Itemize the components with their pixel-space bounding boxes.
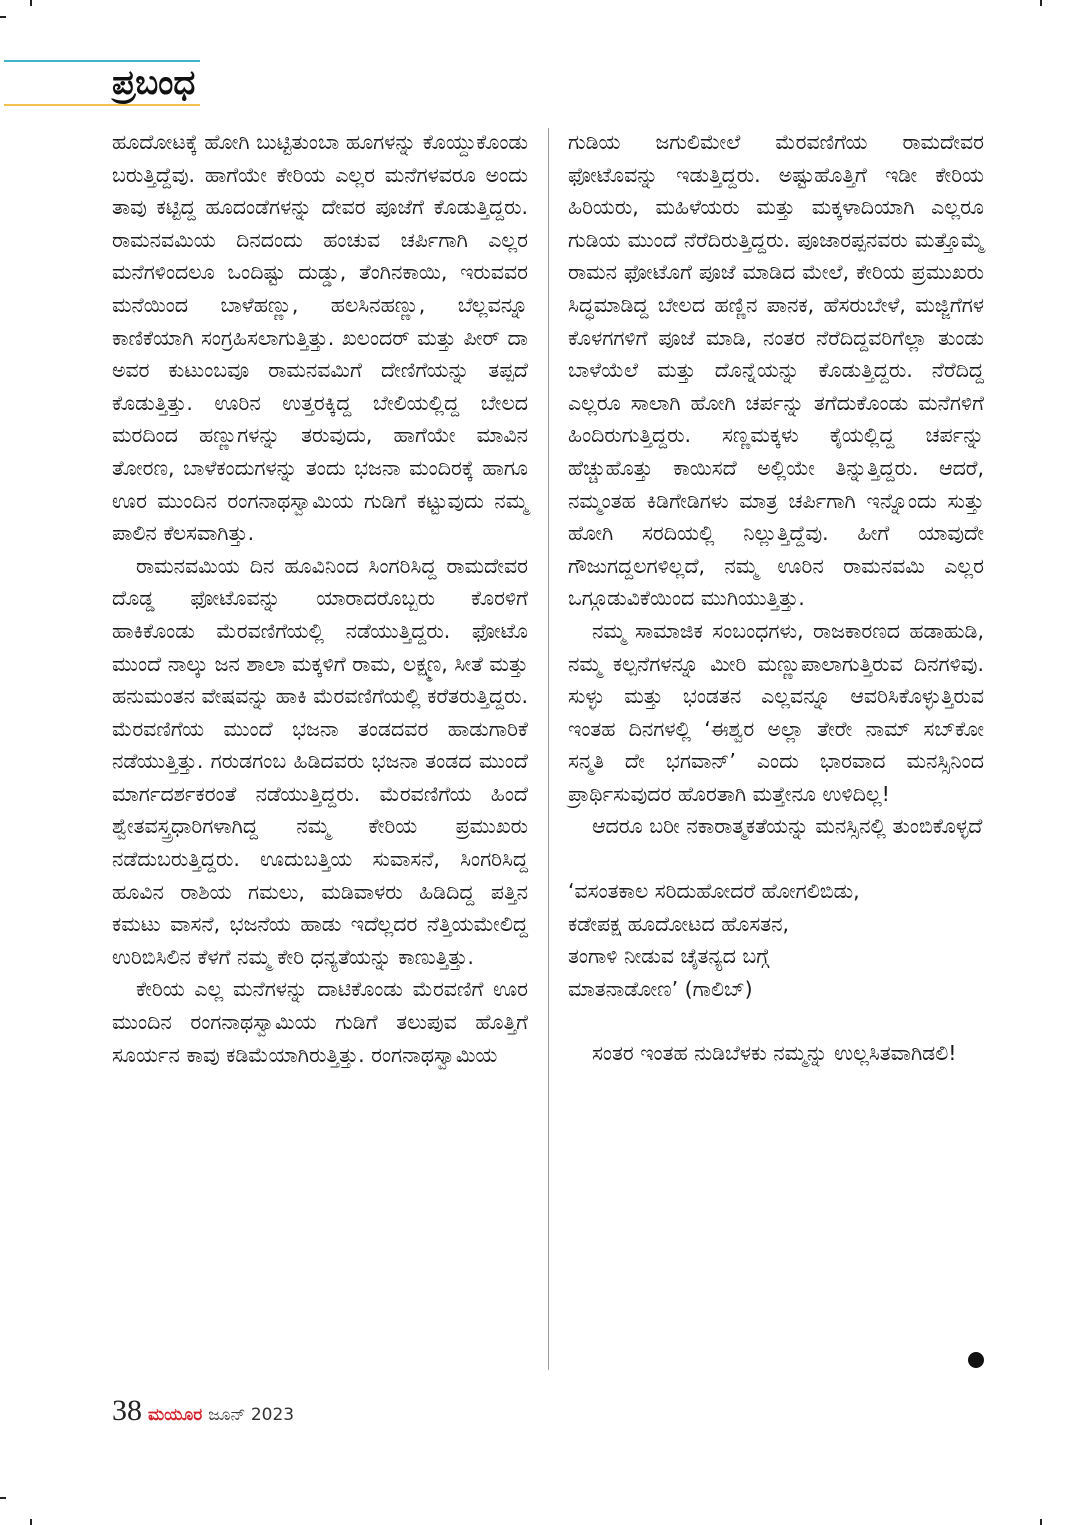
quote-line: ಕಡೇಪಕ್ಷ ಹೂದೋಟದ ಹೊಸತನ,	[568, 911, 790, 936]
paragraph: ನಮ್ಮ ಸಾಮಾಜಿಕ ಸಂಬಂಧಗಳು, ರಾಜಕಾರಣದ ಹಡಾಹುಡಿ, ನಮ್ಮ ಕಲ್ಪನೆಗಳನ್ನೂ ಮೀರಿ ಮಣ್ಣುಪಾಲಾಗುತ್ತಿರುವ ದಿನಗಳಿವು. ಸುಳ್ಳು ಮತ್ತು ಭಂಡತನ ಎಲ್ಲವನ್ನೂ ಆವರಿಸಿಕೊಳ್ಳುತ್ತಿರುವ ಇಂತಹ ದಿನಗಳಲ್ಲಿ ‘ಈಶ್ವರ ಅಲ್ಲಾ ತೇರೇ ನಾಮ್ ಸಬ್‌ಕೋ ಸನ್ಮತಿ ದೇ ಭಗವಾನ್’ ಎಂದು ಭಾರವಾದ ಮನಸ್ಸಿನಿಂದ ಪ್ರಾರ್ಥಿಸುವುದರ ಹೊರತಾಗಿ ಮತ್ತೇನೂ ಉಳಿದಿಲ್ಲ!	[568, 618, 984, 806]
header-accent-line-bottom	[4, 104, 200, 106]
page-footer	[112, 1394, 294, 1428]
quote-line: ‘ವಸಂತಕಾಲ ಸರಿದುಹೋದರೆ ಹೋಗಲಿಬಿಡು,	[568, 879, 860, 904]
end-of-article-bullet-icon	[968, 1352, 984, 1368]
issue-date: ಜೂನ್ 2023	[208, 1405, 295, 1425]
crop-mark-bottom-left	[0, 1497, 6, 1499]
paragraph: ಗುಡಿಯ ಜಗುಲಿಮೇಲೆ ಮೆರವಣಿಗೆಯ ರಾಮದೇವರ ಫೋಟೊವನ್ನು ಇಡುತ್ತಿದ್ದರು. ಅಷ್ಟುಹೊತ್ತಿಗೆ ಇಡೀ ಕೇರಿಯ ಹಿರಿಯರು, ಮಹಿಳೆಯರು ಮತ್ತು ಮಕ್ಕಳಾದಿಯಾಗಿ ಎಲ್ಲರೂ ಗುಡಿಯ ಮುಂದೆ ನೆರೆದಿರುತ್ತಿದ್ದರು. ಪೂಜಾರಪ್ಪನವರು ಮತ್ತೊಮ್ಮೆ ರಾಮನ ಫೋಟೊಗೆ ಪೂಜೆ ಮಾಡಿದ ಮೇಲೆ, ಕೇರಿಯ ಪ್ರಮುಖರು ಸಿದ್ಧಮಾಡಿದ್ದ ಬೇಲದ ಹಣ್ಣಿನ ಪಾನಕ, ಹೆಸರುಬೇಳೆ, ಮಜ್ಜಿಗೆಗಳ ಕೊಳಗಗಳಿಗೆ ಪೂಜೆ ಮಾಡಿ, ನಂತರ ನೆರೆದಿದ್ದವರಿಗೆಲ್ಲಾ ತುಂಡು ಬಾಳೆಯೆಲೆ ಮತ್ತು ದೊನ್ನೆಯನ್ನು ಕೊಡುತ್ತಿದ್ದರು. ನೆರೆದಿದ್ದ ಎಲ್ಲರೂ ಸಾಲಾಗಿ ಹೋಗಿ ಚರ್ಪನ್ನು ತಗೆದುಕೊಂಡು ಮನೆಗಳಿಗೆ ಹಿಂದಿರುಗುತ್ತಿದ್ದರು. ಸಣ್ಣಮಕ್ಕಳು ಕೈಯಲ್ಲಿದ್ದ ಚರ್ಪನ್ನು ಹೆಚ್ಚುಹೊತ್ತು ಕಾಯಿಸದೆ ಅಲ್ಲಿಯೇ ತಿನ್ನುತ್ತಿದ್ದರು. ಆದರೆ, ನಮ್ಮಂತಹ ಕಿಡಿಗೇಡಿಗಳು ಮಾತ್ರ ಚರ್ಪಿಗಾಗಿ ಇನ್ನೊಂದು ಸುತ್ತು ಹೋಗಿ ಸರದಿಯಲ್ಲಿ ನಿಲ್ಲುತ್ತಿದ್ದೆವು. ಹೀಗೆ ಯಾವುದೇ ಗೌಜುಗದ್ದಲಗಳಿಲ್ಲದೆ, ನಮ್ಮ ಊರಿನ ರಾಮನವಮಿ ಎಲ್ಲರ ಒಗ್ಗೂಡುವಿಕೆಯಿಂದ ಮುಗಿಯುತ್ತಿತ್ತು.	[568, 130, 984, 611]
crop-mark-bottom-left-v	[30, 1519, 32, 1525]
magazine-logo: ಮಯೂರ	[148, 1405, 203, 1425]
paragraph: ಹೂದೋಟಕ್ಕೆ ಹೋಗಿ ಬುಟ್ಟಿತುಂಬಾ ಹೂಗಳನ್ನು ಕೊಯ್ದುಕೊಂಡು ಬರುತ್ತಿದ್ದೆವು. ಹಾಗೆಯೇ ಕೇರಿಯ ಎಲ್ಲರ ಮನೆಗಳವರೂ ಅಂದು ತಾವು ಕಟ್ಟಿದ್ದ ಹೂದಂಡೆಗಳನ್ನು ದೇವರ ಪೂಜೆಗೆ ಕೊಡುತ್ತಿದ್ದರು. ರಾಮನವಮಿಯ ದಿನದಂದು ಹಂಚುವ ಚರ್ಪಿಗಾಗಿ ಎಲ್ಲರ ಮನೆಗಳಿಂದಲೂ ಒಂದಿಷ್ಟು ದುಡ್ಡು, ತೆಂಗಿನಕಾಯಿ, ಇರುವವರ ಮನೆಯಿಂದ ಬಾಳೆಹಣ್ಣು, ಹಲಸಿನಹಣ್ಣು, ಬೆಲ್ಲವನ್ನೂ ಕಾಣಿಕೆಯಾಗಿ ಸಂಗ್ರಹಿಸಲಾಗುತ್ತಿತ್ತು. ಖಲಂದರ್ ಮತ್ತು ಪೀರ್ ದಾ ಅವರ ಕುಟುಂಬವೂ ರಾಮನವಮಿಗೆ ದೇಣಿಗೆಯನ್ನು ತಪ್ಪದೆ ಕೊಡುತ್ತಿತ್ತು. ಊರಿನ ಉತ್ತರಕ್ಕಿದ್ದ ಬೇಲಿಯಲ್ಲಿದ್ದ ಬೇಲದ ಮರದಿಂದ ಹಣ್ಣುಗಳನ್ನು ತರುವುದು, ಹಾಗೆಯೇ ಮಾವಿನ ತೋರಣ, ಬಾಳೆಕಂದುಗಳನ್ನು ತಂದು ಭಜನಾ ಮಂದಿರಕ್ಕೆ ಹಾಗೂ ಊರ ಮುಂದಿನ ರಂಗನಾಥಸ್ವಾಮಿಯ ಗುಡಿಗೆ ಕಟ್ಟುವುದು ನಮ್ಮ ಪಾಲಿನ ಕೆಲಸವಾಗಿತ್ತು.	[112, 130, 528, 546]
crop-mark-bottom-right-v	[1040, 1519, 1042, 1525]
crop-mark-top-right-v	[1040, 0, 1042, 6]
ghalib-quote	[568, 875, 984, 1005]
paragraph: ಆದರೂ ಬರೀ ನಕಾರಾತ್ಮಕತೆಯನ್ನು ಮನಸ್ಸಿನಲ್ಲಿ ತುಂಬಿಕೊಳ್ಳದೆ	[592, 814, 983, 839]
quote-line: ಮಾತನಾಡೋಣ’ (ಗಾಲಿಬ್)	[568, 976, 753, 1001]
column-divider	[548, 128, 549, 1370]
paragraph: ಕೇರಿಯ ಎಲ್ಲ ಮನೆಗಳನ್ನು ದಾಟಿಕೊಂಡು ಮೆರವಣಿಗೆ ಊರ ಮುಂದಿನ ರಂಗನಾಥಸ್ವಾಮಿಯ ಗುಡಿಗೆ ತಲುಪುವ ಹೊತ್ತಿಗೆ ಸೂರ್ಯನ ಕಾವು ಕಡಿಮೆಯಾಗಿರುತ್ತಿತ್ತು. ರಂಗನಾಥಸ್ವಾಮಿಯ	[112, 977, 528, 1067]
section-title: ಪ್ರಬಂಧ	[112, 63, 196, 103]
page-number: 38	[112, 1394, 142, 1427]
crop-mark-top-left	[0, 16, 6, 18]
paragraph: ರಾಮನವಮಿಯ ದಿನ ಹೂವಿನಿಂದ ಸಿಂಗರಿಸಿದ್ದ ರಾಮದೇವರ ದೊಡ್ಡ ಫೋಟೊವನ್ನು ಯಾರಾದರೊಬ್ಬರು ಕೊರಳಿಗೆ ಹಾಕಿಕೊಂಡು ಮೆರವಣಿಗೆಯಲ್ಲಿ ನಡೆಯುತ್ತಿದ್ದರು. ಫೋಟೊ ಮುಂದೆ ನಾಲ್ಕು ಜನ ಶಾಲಾ ಮಕ್ಕಳಿಗೆ ರಾಮ, ಲಕ್ಷ್ಮಣ, ಸೀತೆ ಮತ್ತು ಹನುಮಂತನ ವೇಷವನ್ನು ಹಾಕಿ ಮೆರವಣಿಗೆಯಲ್ಲಿ ಕರೆತರುತ್ತಿದ್ದರು. ಮೆರವಣಿಗೆಯ ಮುಂದೆ ಭಜನಾ ತಂಡದವರ ಹಾಡುಗಾರಿಕೆ ನಡೆಯುತ್ತಿತ್ತು. ಗರುಡಗಂಬ ಹಿಡಿದವರು ಭಜನಾ ತಂಡದ ಮುಂದೆ ಮಾರ್ಗದರ್ಶಕರಂತೆ ನಡೆಯುತ್ತಿದ್ದರು. ಮೆರವಣಿಗೆಯ ಹಿಂದೆ ಶ್ವೇತವಸ್ತ್ರಧಾರಿಗಳಾಗಿದ್ದ ನಮ್ಮ ಕೇರಿಯ ಪ್ರಮುಖರು ನಡೆದುಬರುತ್ತಿದ್ದರು. ಊದುಬತ್ತಿಯ ಸುವಾಸನೆ, ಸಿಂಗರಿಸಿದ್ದ ಹೂವಿನ ರಾಶಿಯ ಗಮಲು, ಮಡಿವಾಳರು ಹಿಡಿದಿದ್ದ ಪತ್ತಿನ ಕಮಟು ವಾಸನೆ, ಭಜನೆಯ ಹಾಡು ಇದೆಲ್ಲದರ ನೆತ್ತಿಯಮೇಲಿದ್ದ ಉರಿಬಿಸಿಲಿನ ಕೆಳಗೆ ನಮ್ಮ ಕೇರಿ ಧನ್ಯತೆಯನ್ನು ಕಾಣುತ್ತಿತ್ತು.	[112, 553, 528, 969]
closing-paragraph: ಸಂತರ ಇಂತಹ ನುಡಿಬೆಳಕು ನಮ್ಮನ್ನು ಉಲ್ಲಸಿತವಾಗಿಡಲಿ!	[592, 1041, 957, 1066]
right-column	[568, 126, 984, 1070]
crop-mark-top-left-v	[30, 0, 32, 6]
quote-line: ತಂಗಾಳಿ ನೀಡುವ ಚೈತನ್ಯದ ಬಗ್ಗೆ	[568, 944, 770, 969]
left-column	[112, 126, 528, 1071]
